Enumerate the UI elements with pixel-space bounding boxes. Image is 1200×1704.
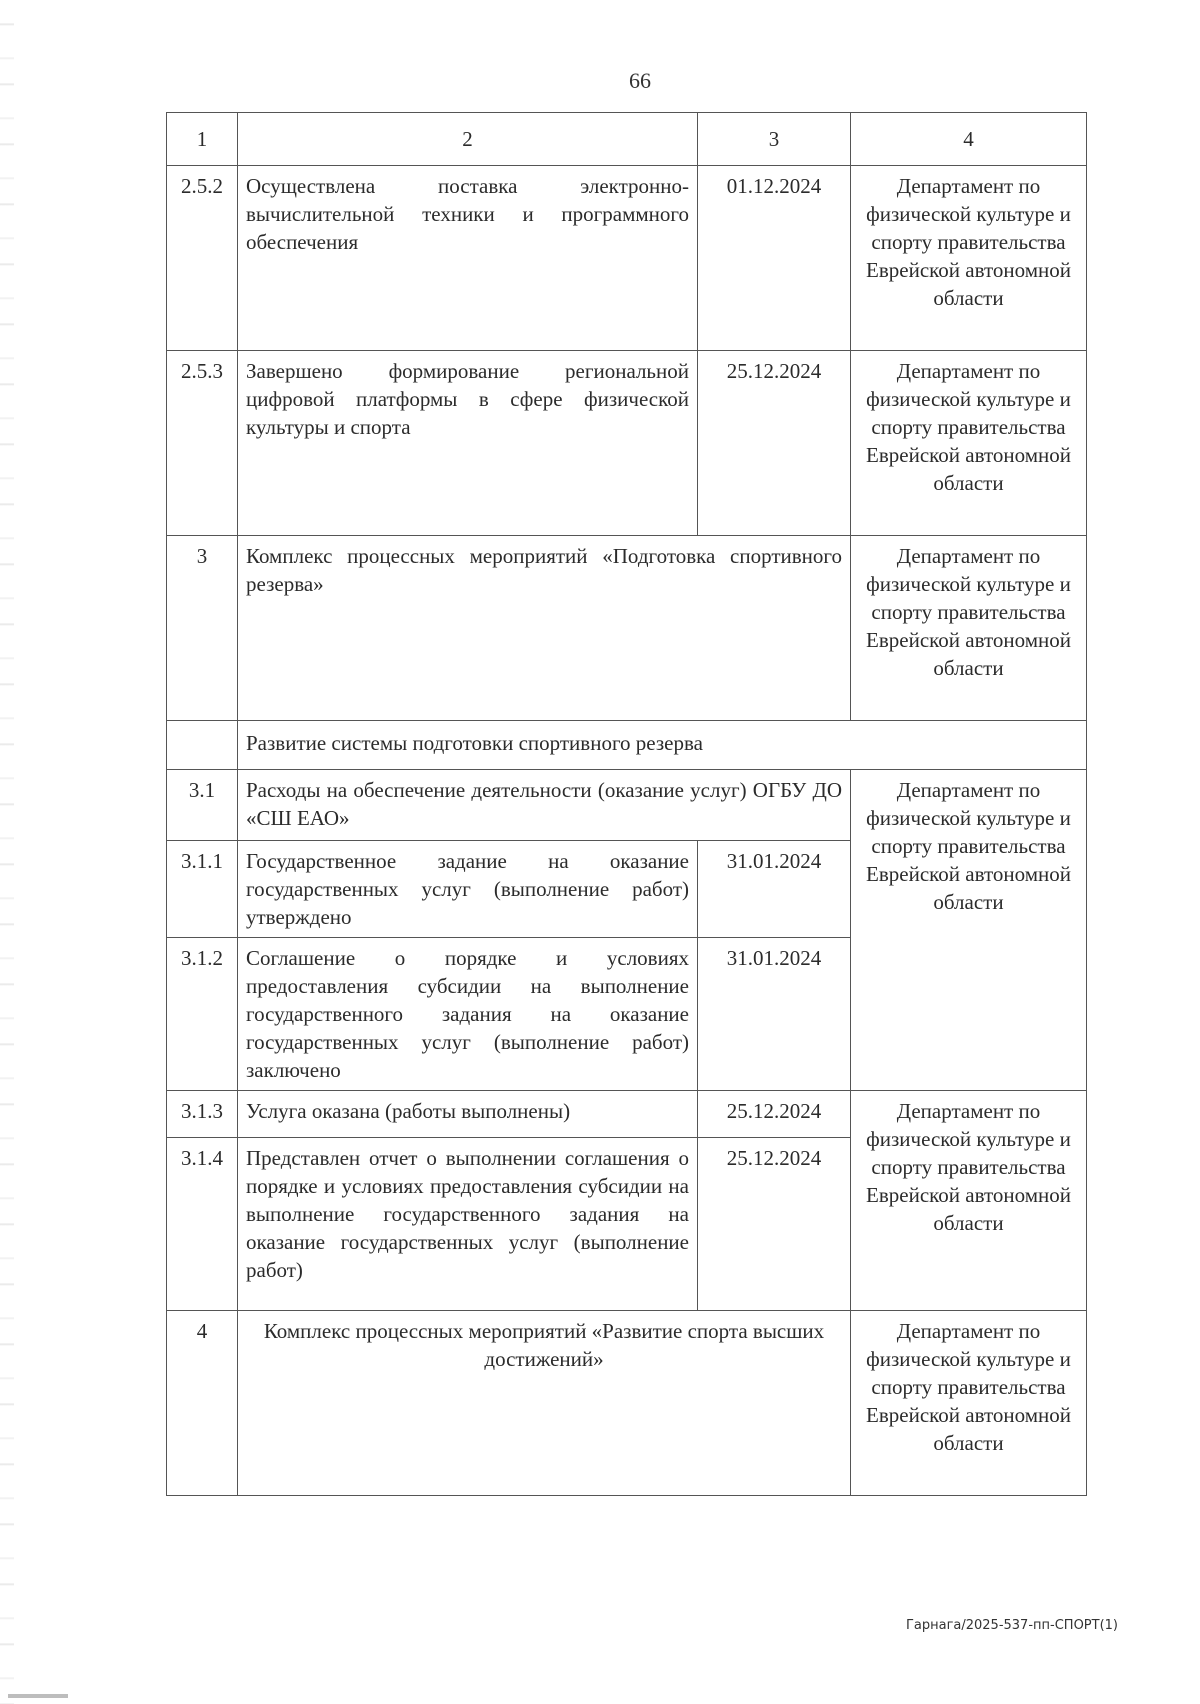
row-number: 3.1.4 xyxy=(167,1138,238,1311)
row-text: Представлен отчет о выполнении соглашения о порядке и условиях предоставления субсидии на выполнение государственного задания на оказание государственных услуг (выполнение работ) xyxy=(238,1138,698,1311)
header-cell: 3 xyxy=(698,113,851,166)
table-header-row xyxy=(167,113,1087,166)
row-number: 3.1.1 xyxy=(167,841,238,938)
table-row xyxy=(167,536,1087,721)
table-row xyxy=(167,1311,1087,1496)
row-responsible: Департамент по физической культуре и спорту правительства Еврейской автономной области xyxy=(851,770,1087,1091)
row-text: Соглашение о порядке и условиях предоставления субсидии на выполнение государственного задания на оказание государственных услуг (выполнение работ) заключено xyxy=(238,938,698,1091)
row-responsible: Департамент по физической культуре и спорту правительства Еврейской автономной области xyxy=(851,166,1087,351)
row-text: Услуга оказана (работы выполнены) xyxy=(238,1091,698,1138)
row-date: 31.01.2024 xyxy=(698,938,851,1091)
scan-bottom-mark xyxy=(8,1694,68,1698)
header-cell: 2 xyxy=(238,113,698,166)
table-row xyxy=(167,770,1087,841)
row-responsible: Департамент по физической культуре и спорту правительства Еврейской автономной области xyxy=(851,1311,1087,1496)
scan-edge-marks xyxy=(0,0,14,1704)
row-text: Завершено формирование региональной цифровой платформы в сфере физической культуры и спорта xyxy=(238,351,698,536)
row-text: Осуществлена поставка электронно-вычислительной техники и программного обеспечения xyxy=(238,166,698,351)
row-date: 31.01.2024 xyxy=(698,841,851,938)
table-row xyxy=(167,1091,1087,1138)
section-title: Развитие системы подготовки спортивного резерва xyxy=(238,721,1087,770)
row-number: 3 xyxy=(167,536,238,721)
row-date: 25.12.2024 xyxy=(698,351,851,536)
row-number xyxy=(167,721,238,770)
row-text: Расходы на обеспечение деятельности (оказание услуг) ОГБУ ДО «СШ ЕАО» xyxy=(238,770,851,841)
row-number: 2.5.2 xyxy=(167,166,238,351)
row-responsible: Департамент по физической культуре и спорту правительства Еврейской автономной области xyxy=(851,536,1087,721)
row-text: Комплекс процессных мероприятий «Развитие спорта высших достижений» xyxy=(238,1311,851,1496)
header-cell: 4 xyxy=(851,113,1087,166)
row-responsible: Департамент по физической культуре и спорту правительства Еврейской автономной области xyxy=(851,1091,1087,1311)
row-number: 3.1.2 xyxy=(167,938,238,1091)
header-cell: 1 xyxy=(167,113,238,166)
row-number: 3.1.3 xyxy=(167,1091,238,1138)
section-row xyxy=(167,721,1087,770)
row-number: 2.5.3 xyxy=(167,351,238,536)
footer-document-code: Гарнага/2025-537-пп-СПОРТ(1) xyxy=(905,1618,1118,1633)
row-number: 3.1 xyxy=(167,770,238,841)
table-row xyxy=(167,351,1087,536)
table-row xyxy=(167,166,1087,351)
row-text: Комплекс процессных мероприятий «Подготовка спортивного резерва» xyxy=(238,536,851,721)
row-date: 25.12.2024 xyxy=(698,1138,851,1311)
row-date: 25.12.2024 xyxy=(698,1091,851,1138)
row-text: Государственное задание на оказание государственных услуг (выполнение работ) утверждено xyxy=(238,841,698,938)
page-number: 66 xyxy=(629,68,651,93)
row-number: 4 xyxy=(167,1311,238,1496)
row-date: 01.12.2024 xyxy=(698,166,851,351)
plan-table xyxy=(166,112,1087,1496)
row-responsible: Департамент по физической культуре и спорту правительства Еврейской автономной области xyxy=(851,351,1087,536)
